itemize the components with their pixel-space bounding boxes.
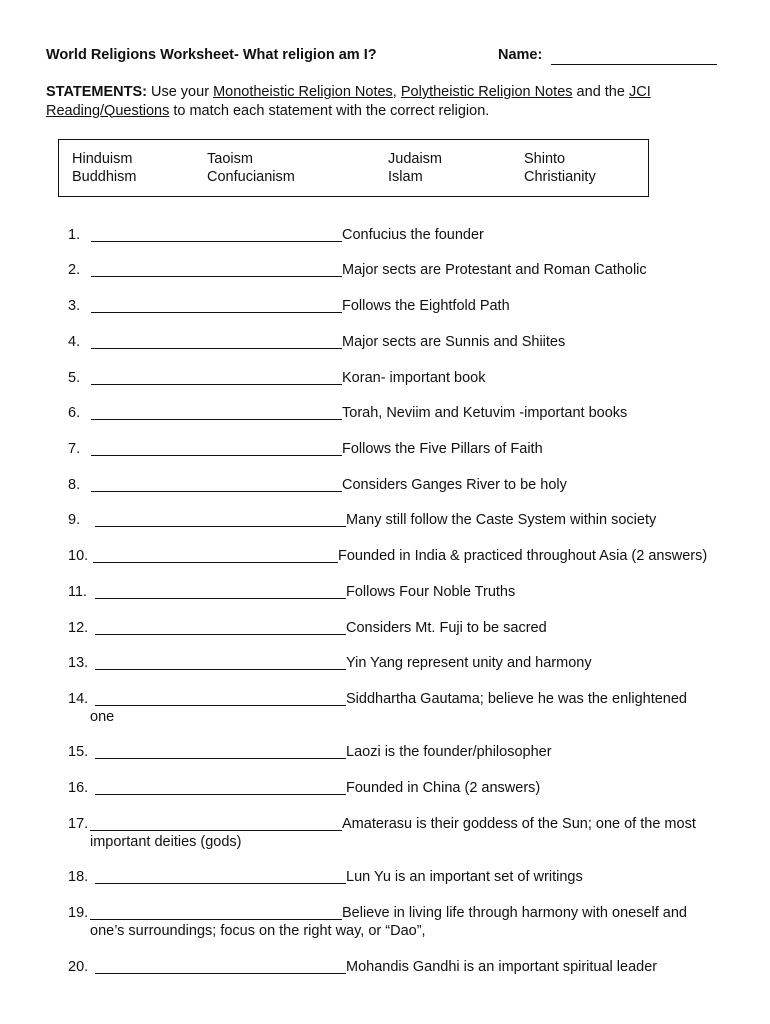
answer-blank[interactable]: [95, 883, 346, 884]
worksheet-title: World Religions Worksheet- What religion am I?: [46, 47, 377, 63]
question-number: 2.: [68, 262, 81, 278]
answer-blank[interactable]: [95, 669, 346, 670]
question-statement: Major sects are Protestant and Roman Catholic: [342, 262, 647, 278]
question-statement-continued: one: [90, 709, 115, 725]
answer-blank[interactable]: [91, 241, 342, 242]
question-statement: Follows the Five Pillars of Faith: [342, 441, 543, 457]
statements-text: ,: [392, 84, 401, 100]
question-statement-continued: important deities (gods): [90, 834, 242, 850]
question-number: 17.: [68, 816, 89, 832]
question-statement: Founded in China (2 answers): [346, 780, 541, 796]
question-statement: Believe in living life through harmony with oneself and: [342, 905, 687, 921]
question-number: 18.: [68, 869, 89, 885]
answer-blank[interactable]: [91, 455, 342, 456]
statements-label: STATEMENTS:: [46, 84, 147, 100]
question-statement: Many still follow the Caste System within society: [346, 512, 657, 528]
question-statement: Considers Mt. Fuji to be sacred: [346, 620, 547, 636]
question-statement: Lun Yu is an important set of writings: [346, 869, 583, 885]
statements-text: to match each statement with the correct religion.: [169, 102, 490, 119]
question-number: 7.: [68, 441, 81, 457]
question-number: 6.: [68, 405, 81, 421]
question-statement: Amaterasu is their goddess of the Sun; one of the most: [342, 816, 696, 832]
answer-blank[interactable]: [93, 562, 338, 563]
question-statement: Torah, Neviim and Ketuvim -important books: [342, 405, 628, 421]
answer-blank[interactable]: [91, 348, 342, 349]
answer-blank[interactable]: [95, 758, 346, 759]
answer-blank[interactable]: [95, 598, 346, 599]
word-bank-item: Christianity: [524, 169, 596, 185]
question-number: 5.: [68, 370, 81, 386]
question-number: 15.: [68, 744, 89, 760]
answer-blank[interactable]: [91, 312, 342, 313]
answer-blank[interactable]: [91, 276, 342, 277]
monotheistic-notes-link[interactable]: Monotheistic Religion Notes: [213, 84, 393, 100]
word-bank-item: Confucianism: [207, 169, 295, 185]
question-number: 1.: [68, 227, 81, 243]
word-bank-item: Taoism: [207, 151, 253, 167]
word-bank-item: Hinduism: [72, 151, 133, 167]
question-number: 13.: [68, 655, 89, 671]
answer-blank[interactable]: [90, 830, 342, 831]
question-number: 11.: [68, 584, 88, 600]
question-statement: Mohandis Gandhi is an important spiritual leader: [346, 959, 658, 975]
answer-blank[interactable]: [91, 491, 342, 492]
question-number: 20.: [68, 959, 89, 975]
question-statement: Confucius the founder: [342, 227, 484, 243]
question-number: 16.: [68, 780, 89, 796]
question-statement: Major sects are Sunnis and Shiites: [342, 334, 566, 350]
question-statement: Follows Four Noble Truths: [346, 584, 516, 600]
question-number: 8.: [68, 477, 81, 493]
question-statement: Follows the Eightfold Path: [342, 298, 510, 314]
answer-blank[interactable]: [91, 419, 342, 420]
polytheistic-notes-link[interactable]: Polytheistic Religion Notes: [400, 84, 573, 100]
statements-text: Use your: [146, 84, 214, 100]
question-number: 14.: [68, 691, 89, 707]
word-bank-item: Islam: [388, 169, 423, 185]
answer-blank[interactable]: [95, 705, 346, 706]
answer-blank[interactable]: [95, 634, 346, 635]
question-statement: Founded in India & practiced throughout Asia (2 answers): [338, 548, 708, 564]
jci-reading-link[interactable]: JCI Reading/Questions: [46, 84, 651, 119]
answer-blank[interactable]: [95, 973, 346, 974]
question-statement-continued: one’s surroundings; focus on the right way, or “Dao”,: [90, 923, 426, 939]
answer-blank[interactable]: [91, 384, 342, 385]
answer-blank[interactable]: [90, 919, 342, 920]
name-label: Name:: [498, 47, 543, 63]
answer-blank[interactable]: [95, 794, 346, 795]
word-bank-item: Shinto: [524, 151, 566, 167]
question-statement: Yin Yang represent unity and harmony: [346, 655, 592, 671]
word-bank-item: Judaism: [388, 151, 442, 167]
question-statement: Siddhartha Gautama; believe he was the enlightened: [346, 691, 687, 707]
question-number: 4.: [68, 334, 81, 350]
question-number: 10.: [68, 548, 89, 564]
question-number: 12.: [68, 620, 89, 636]
question-number: 19.: [68, 905, 89, 921]
word-bank-item: Buddhism: [72, 169, 137, 185]
answer-blank[interactable]: [95, 526, 346, 527]
statements-text: and the: [572, 84, 629, 100]
question-number: 3.: [68, 298, 81, 314]
question-number: 9.: [68, 512, 81, 528]
question-statement: Considers Ganges River to be holy: [342, 477, 567, 493]
question-statement: Koran- important book: [342, 370, 486, 386]
question-statement: Laozi is the founder/philosopher: [346, 744, 552, 760]
